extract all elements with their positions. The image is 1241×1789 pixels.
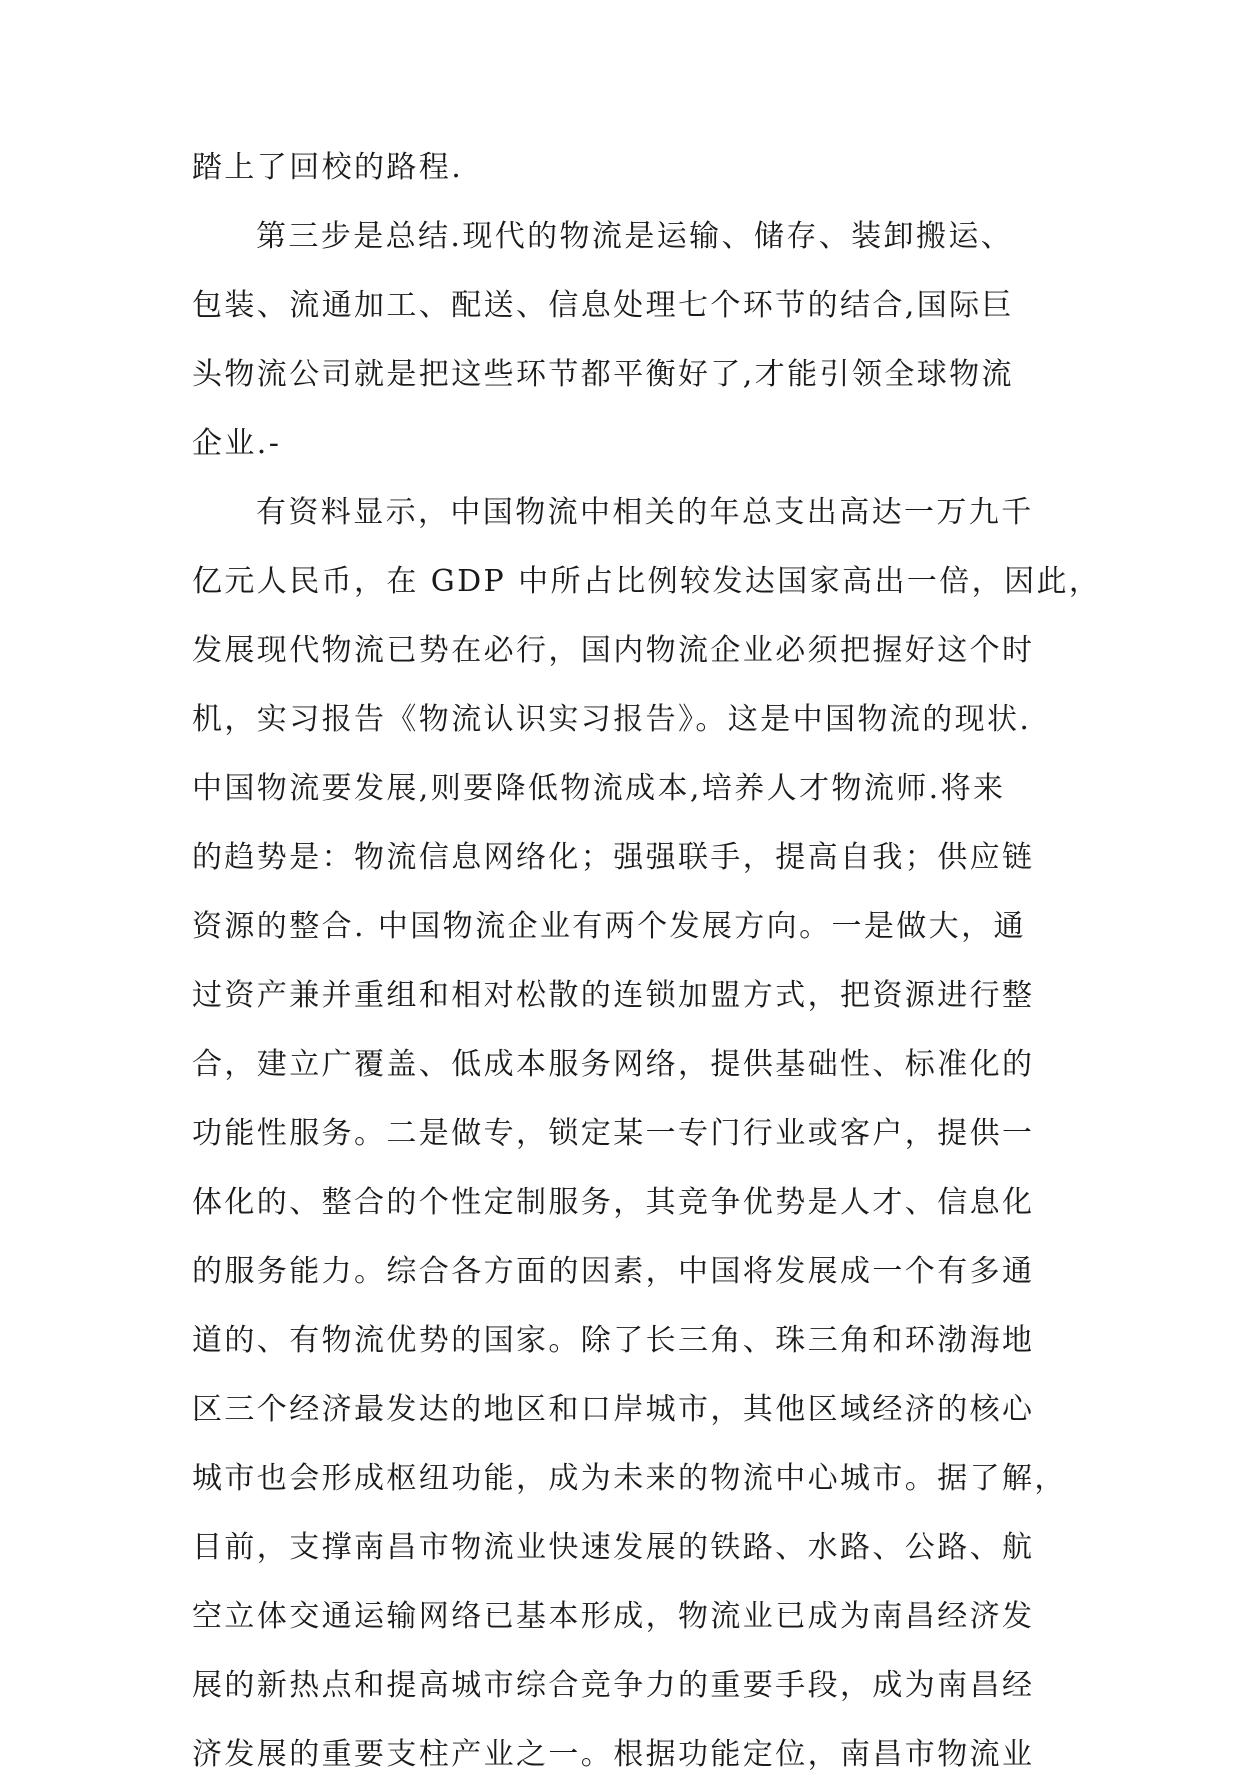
text-line: 第三步是总结.现代的物流是运输、储存、装卸搬运、 [256, 219, 1014, 254]
text-line: 功能性服务。二是做专，锁定某一专门行业或客户，提供一 [192, 1116, 1035, 1151]
text-line: 过资产兼并重组和相对松散的连锁加盟方式，把资源进行整 [192, 978, 1035, 1013]
text-line: 机，实习报告《物流认识实习报告》。这是中国物流的现状. [192, 702, 1032, 737]
text-line: 目前，支撑南昌市物流业快速发展的铁路、水路、公路、航 [192, 1530, 1035, 1565]
text-line: 的趋势是：物流信息网络化；强强联手，提高自我；供应链 [192, 840, 1035, 875]
text-line: 头物流公司就是把这些环节都平衡好了,才能引领全球物流 [192, 357, 1014, 392]
text-line: 合，建立广覆盖、低成本服务网络，提供基础性、标准化的 [192, 1047, 1035, 1082]
text-line: 包装、流通加工、配送、信息处理七个环节的结合,国际巨 [192, 288, 1014, 323]
text-line: 亿元人民币，在 GDP 中所占比例较发达国家高出一倍，因此， [192, 564, 1102, 599]
text-line: 中国物流要发展,则要降低物流成本,培养人才物流师.将来 [192, 771, 1006, 806]
text-line: 有资料显示，中国物流中相关的年总支出高达一万九千 [256, 495, 1034, 530]
text-line: 济发展的重要支柱产业之一。根据功能定位，南昌市物流业 [192, 1737, 1035, 1772]
text-line: 的服务能力。综合各方面的因素，中国将发展成一个有多通 [192, 1254, 1035, 1289]
text-line: 道的、有物流优势的国家。除了长三角、珠三角和环渤海地 [192, 1323, 1035, 1358]
text-line: 区三个经济最发达的地区和口岸城市，其他区域经济的核心 [192, 1392, 1035, 1427]
text-line: 体化的、整合的个性定制服务，其竞争优势是人才、信息化 [192, 1185, 1035, 1220]
text-line: 展的新热点和提高城市综合竞争力的重要手段，成为南昌经 [192, 1668, 1035, 1703]
text-line: 踏上了回校的路程. [192, 150, 464, 185]
text-line: 空立体交通运输网络已基本形成，物流业已成为南昌经济发 [192, 1599, 1035, 1634]
body-text [192, 133, 1102, 1789]
text-line: 企业.- [192, 426, 282, 461]
text-line: 资源的整合. 中国物流企业有两个发展方向。一是做大，通 [192, 909, 1026, 944]
text-line: 城市也会形成枢纽功能，成为未来的物流中心城市。据了解， [192, 1461, 1067, 1496]
text-line: 发展现代物流已势在必行，国内物流企业必须把握好这个时 [192, 633, 1035, 668]
